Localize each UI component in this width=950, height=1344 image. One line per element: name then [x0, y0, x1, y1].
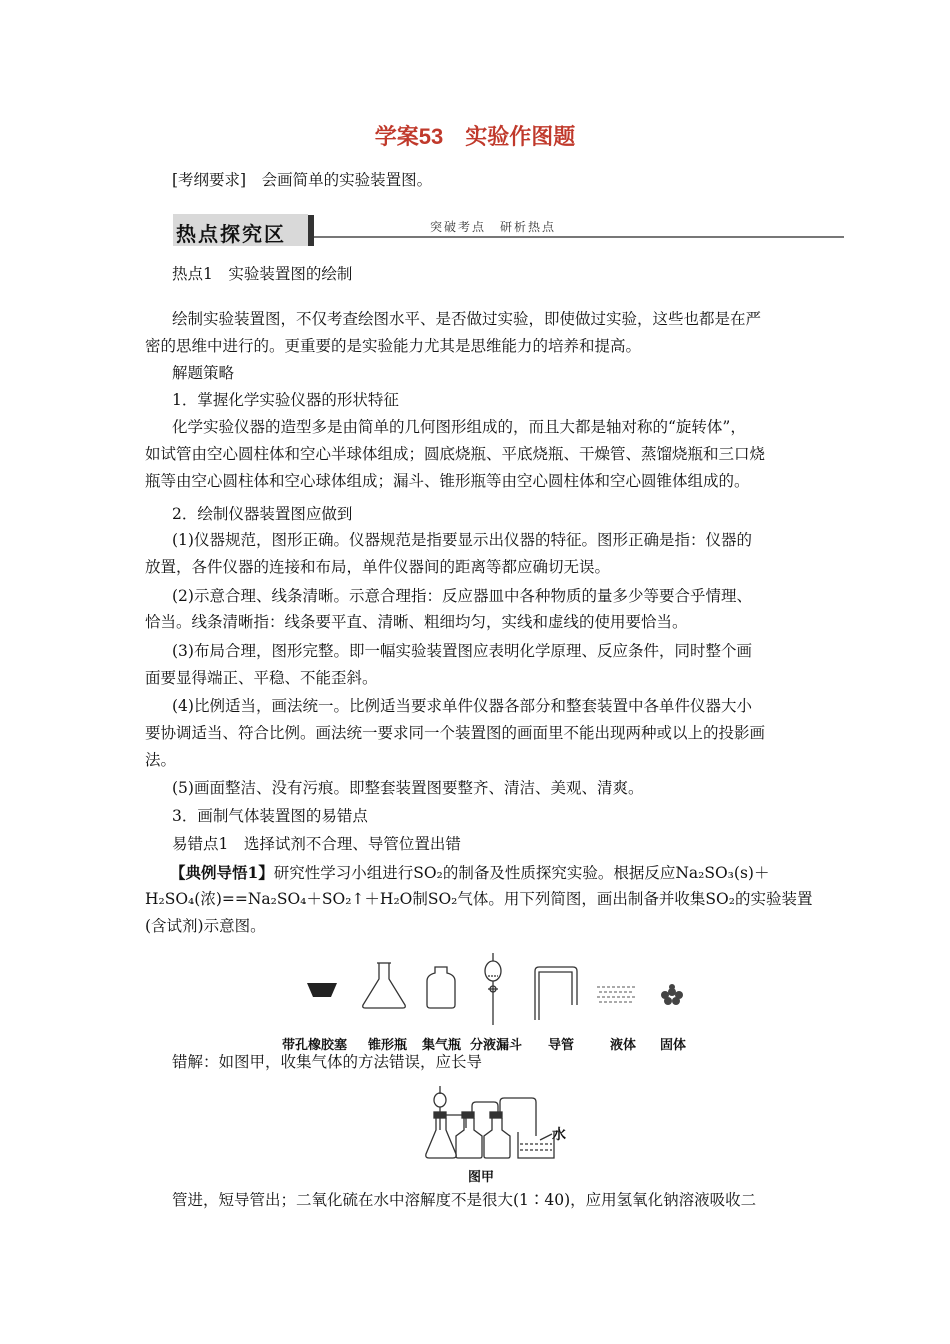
paragraph-line: 法。	[145, 751, 177, 769]
title-number: 53	[418, 124, 444, 149]
hotspot-heading: 热点1 实验装置图的绘制	[172, 265, 353, 283]
title-prefix: 学案	[374, 124, 419, 150]
label-gas-jar: 集气瓶	[422, 1037, 462, 1052]
paragraph-line: 密的思维中进行的。更重要的是实验能力尤其是思维能力的培养和提高。	[145, 337, 642, 355]
strategy-heading: 解题策略	[172, 364, 235, 382]
example-text-1: 研究性学习小组进行SO₂的制备及性质探究实验。根据反应Na₂SO₃(s)＋	[273, 864, 770, 882]
paragraph-line: (4)比例适当，画法统一。比例适当要求单件仪器各部分和整套装置中各单件仪器大小	[172, 697, 752, 715]
paragraph-line: 瓶等由空心圆柱体和空心球体组成；漏斗、锥形瓶等由空心圆柱体和空心圆锥体组成的。	[145, 472, 750, 490]
section-banner-bar	[308, 215, 314, 246]
separatory-funnel-drawing	[485, 953, 501, 1025]
continuation-line: 管进，短导管出；二氧化硫在水中溶解度不是很大(1∶40)，应用氢氧化钠溶液吸收二	[172, 1191, 757, 1209]
label-solid: 固体	[660, 1037, 687, 1052]
title-text: 实验作图题	[465, 124, 576, 150]
label-rubber-stopper: 带孔橡胶塞	[282, 1037, 348, 1052]
paragraph-line: (3)布局合理，图形完整。即一幅实验装置图应表明化学原理、反应条件，同时整个画	[172, 642, 752, 660]
exam-requirement: [考纲要求] 会画简单的实验装置图。	[172, 171, 433, 189]
example-line-1	[170, 859, 840, 887]
section-banner-subtitle: 突破考点 研析热点	[430, 220, 557, 234]
gas-jar-drawing	[427, 967, 455, 1008]
label-glass-tube: 导管	[548, 1037, 575, 1052]
paragraph-line: 如试管由空心圆柱体和空心半球体组成；圆底烧瓶、平底烧瓶、干燥管、蒸馏烧瓶和三口烧	[145, 445, 766, 463]
paragraph-line: 化学实验仪器的造型多是由简单的几何图形组成的，而且大都是轴对称的“旋转体”，	[172, 418, 746, 436]
paragraph-line: 放置，各件仪器的连接和布局，单件仪器间的距离等都应确切无误。	[145, 558, 611, 576]
wrong-solution-text: 错解：如图甲，收集气体的方法错误，应长导	[172, 1053, 483, 1071]
example-line-2: H₂SO₄(浓)==Na₂SO₄＋SO₂↑＋H₂O制SO₂气体。用下列简图，画出制备并收集SO₂的实验装置	[145, 890, 813, 908]
subheading: 2．绘制仪器装置图应做到	[172, 505, 353, 523]
paragraph-line: 恰当。线条清晰指：线条要平直、清晰、粗细均匀，实线和虚线的使用要恰当。	[145, 613, 688, 631]
example-tag: 【典例导悟1】	[170, 863, 274, 882]
paragraph-line: (5)画面整洁、没有污痕。即整套装置图要整齐、清洁、美观、清爽。	[172, 779, 644, 797]
paragraph-line: 面要显得端正、平稳、不能歪斜。	[145, 669, 378, 687]
error-point-heading: 易错点1 选择试剂不合理、导管位置出错	[172, 835, 461, 853]
label-liquid: 液体	[610, 1037, 637, 1052]
label-conical-flask: 锥形瓶	[368, 1037, 408, 1052]
apparatus-figure	[295, 945, 695, 1030]
paragraph-line: (2)示意合理、线条清晰。示意合理指：反应器皿中各种物质的量多少等要合乎情理、	[172, 587, 752, 605]
figure-a-drawing	[420, 1082, 580, 1164]
water-label: 水	[552, 1126, 566, 1142]
section-banner-rule	[314, 236, 844, 238]
liquid-drawing	[597, 987, 635, 1002]
page-title	[0, 120, 950, 151]
subheading: 3．画制气体装置图的易错点	[172, 807, 368, 825]
example-line-3: (含试剂)示意图。	[145, 917, 266, 935]
subheading: 1．掌握化学实验仪器的形状特征	[172, 391, 399, 409]
paragraph-line: 绘制实验装置图，不仅考查绘图水平、是否做过实验，即使做过实验，这些也都是在严	[172, 310, 762, 328]
figure-a-caption: 图甲	[468, 1169, 495, 1184]
solid-drawing	[661, 984, 683, 1005]
paragraph-line: (1)仪器规范，图形正确。仪器规范是指要显示出仪器的特征。图形正确是指：仪器的	[172, 531, 752, 549]
section-banner-title: 热点探究区	[176, 224, 286, 246]
glass-tube-drawing	[535, 967, 577, 1020]
conical-flask-drawing	[363, 963, 406, 1008]
label-separatory-funnel: 分液漏斗	[470, 1037, 523, 1052]
rubber-stopper-drawing	[307, 983, 337, 997]
paragraph-line: 要协调适当、符合比例。画法统一要求同一个装置图的画面里不能出现两种或以上的投影画	[145, 724, 766, 742]
